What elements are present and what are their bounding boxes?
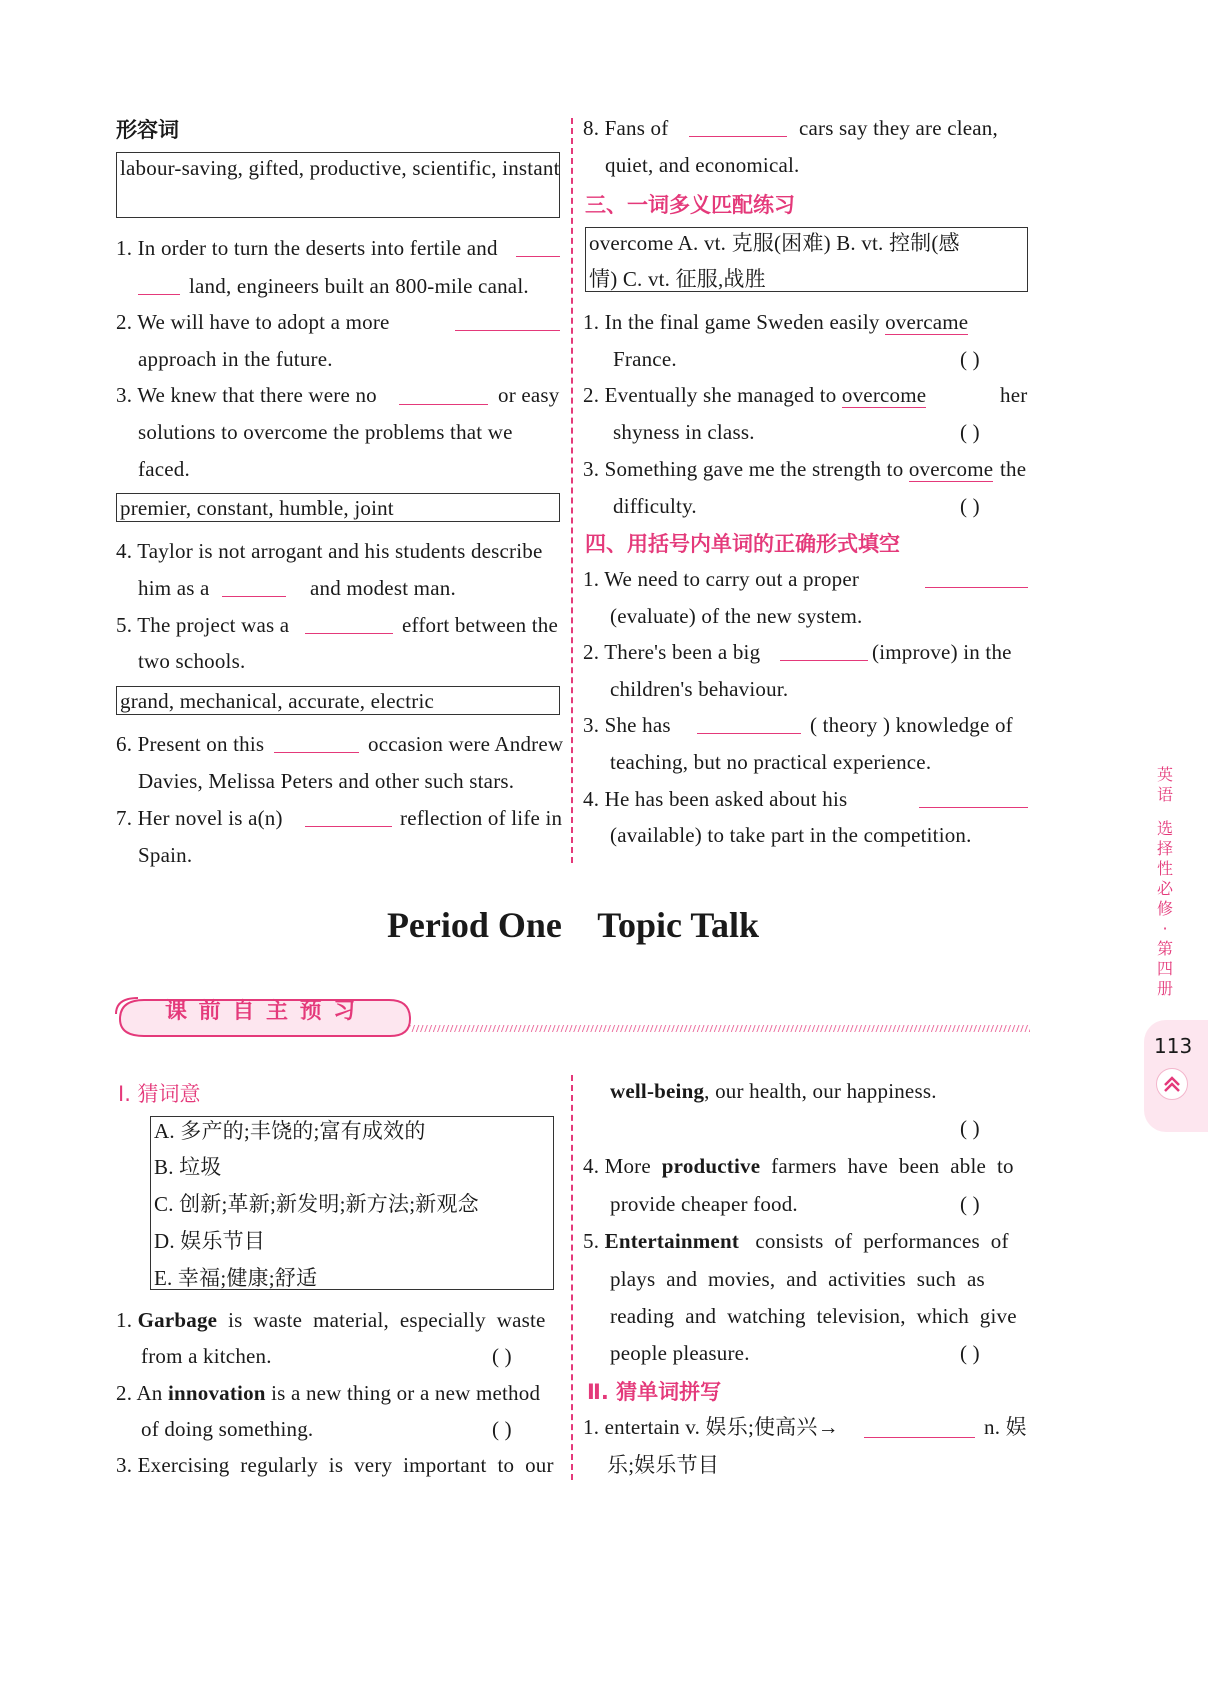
q1-line1: 1. In order to turn the deserts into fertile and — [116, 236, 498, 260]
g1-keyword: Garbage — [137, 1308, 218, 1332]
q2-line2: approach in the future. — [138, 347, 333, 371]
q5-blank[interactable] — [305, 633, 393, 634]
page-number: 113 — [1154, 1034, 1193, 1058]
section-four-title: 四、用括号内单词的正确形式填空 — [585, 532, 900, 556]
m3-line1: 3. Something gave me the strength to overcome — [583, 457, 994, 481]
word-box-3-text: grand, mechanical, accurate, electric — [120, 689, 435, 713]
q6-line1a: 6. Present on this — [116, 732, 265, 756]
q7-line2: Spain. — [138, 843, 193, 867]
word-box-2-text: premier, constant, humble, joint — [120, 496, 394, 520]
option-c: C. 创新;革新;新发明;新方法;新观念 — [154, 1192, 479, 1216]
m1-answer-bracket[interactable]: ( ) — [960, 347, 980, 371]
q1-line2: land, engineers built an 800-mile canal. — [189, 274, 529, 298]
m1-line2: France. — [613, 347, 677, 371]
period-title: Period One Topic Talk — [386, 905, 760, 945]
q5-line2: two schools. — [138, 649, 246, 673]
m2-line1-end: her — [1000, 383, 1028, 407]
f3-line1a: 3. She has — [583, 713, 671, 737]
q3-blank[interactable] — [399, 404, 488, 405]
g3-line1: 3. Exercising regularly is very important to our — [116, 1453, 554, 1477]
m3-line2: difficulty. — [613, 494, 697, 518]
g5-line3: reading and watching television, which give — [610, 1304, 1017, 1328]
f3-blank[interactable] — [697, 733, 801, 734]
g5-line2: plays and movies, and activities such as — [610, 1267, 985, 1291]
m3-target-word: overcome — [908, 457, 994, 481]
q2-blank[interactable] — [455, 330, 560, 331]
m2-target-word: overcome — [841, 383, 927, 407]
section-three-title: 三、一词多义匹配练习 — [585, 193, 795, 217]
s1-blank[interactable] — [864, 1437, 975, 1438]
s1-line1a: 1. entertain v. 娱乐;使高兴→ — [583, 1415, 839, 1439]
f2-line2: children's behaviour. — [610, 677, 789, 701]
q4-line1: 4. Taylor is not arrogant and his students describe — [116, 539, 543, 563]
side-book-label: 英 语 选 择 性 必 修 · 第 四 册 — [1156, 765, 1173, 998]
f3-line2: teaching, but no practical experience. — [610, 750, 932, 774]
s1-line2: 乐;娱乐节目 — [607, 1453, 720, 1477]
q3-line2: solutions to overcome the problems that we — [138, 420, 513, 444]
f1-blank[interactable] — [925, 587, 1028, 588]
m3-line1-end: the — [1000, 457, 1027, 481]
g4-line2: provide cheaper food. — [610, 1192, 798, 1216]
q1-blank-a[interactable] — [516, 256, 560, 257]
q6-line2: Davies, Melissa Peters and other such stars. — [138, 769, 515, 793]
q8-line1a: 8. Fans of — [583, 116, 669, 140]
q1-blank-b[interactable] — [138, 294, 180, 295]
f2-line1a: 2. There's been a big — [583, 640, 761, 664]
q4-line2a: him as a — [138, 576, 210, 600]
m2-answer-bracket[interactable]: ( ) — [960, 420, 980, 444]
q7-line1a: 7. Her novel is a(n) — [116, 806, 283, 830]
g4-answer-bracket[interactable]: ( ) — [960, 1192, 980, 1216]
q2-line1: 2. We will have to adopt a more — [116, 310, 390, 334]
g1-answer-bracket[interactable]: ( ) — [492, 1344, 512, 1368]
g5-keyword: Entertainment — [604, 1229, 740, 1253]
s1-line1b: n. 娱 — [984, 1415, 1027, 1439]
g3-answer-bracket[interactable]: ( ) — [960, 1116, 980, 1140]
f2-blank[interactable] — [780, 660, 868, 661]
page-tab — [1144, 1020, 1208, 1132]
q7-line1b: reflection of life in — [400, 806, 563, 830]
q8-line1b: cars say they are clean, — [799, 116, 998, 140]
section-heading-adjectives: 形容词 — [116, 118, 179, 142]
f1-line1: 1. We need to carry out a proper — [583, 567, 860, 591]
m3-answer-bracket[interactable]: ( ) — [960, 494, 980, 518]
q5-line1a: 5. The project was a — [116, 613, 290, 637]
g5-answer-bracket[interactable]: ( ) — [960, 1341, 980, 1365]
f3-line1b: ( theory ) knowledge of — [810, 713, 1013, 737]
f2-line1b: (improve) in the — [872, 640, 1012, 664]
option-d: D. 娱乐节目 — [154, 1229, 266, 1253]
word-box-1-text: labour-saving, gifted, productive, scientific, instant — [120, 156, 560, 180]
g1-line1: 1. Garbage is waste material, especially waste — [116, 1308, 546, 1332]
column-divider-bottom — [571, 1075, 573, 1480]
m2-line2: shyness in class. — [613, 420, 755, 444]
g3-keyword: well-being — [610, 1079, 705, 1103]
q8-blank[interactable] — [689, 136, 787, 137]
option-e: E. 幸福;健康;舒适 — [154, 1266, 318, 1290]
q7-blank[interactable] — [305, 826, 392, 827]
f4-line2: (available) to take part in the competition. — [610, 823, 972, 847]
f1-line2: (evaluate) of the new system. — [610, 604, 863, 628]
section-one-title: Ⅰ. 猜词意 — [118, 1082, 201, 1106]
g5-line1: 5. Entertainment consists of performances of — [583, 1229, 1009, 1253]
g3-line2: well-being, our health, our happiness. — [610, 1079, 937, 1103]
q3-mid: or easy — [498, 383, 560, 407]
option-b: B. 垃圾 — [154, 1155, 222, 1179]
g1-line2: from a kitchen. — [141, 1344, 272, 1368]
q3-line1: 3. We knew that there were no — [116, 383, 377, 407]
f4-blank[interactable] — [919, 807, 1028, 808]
g2-keyword: innovation — [167, 1381, 266, 1405]
column-divider-top — [571, 118, 573, 863]
q4-line2b: and modest man. — [310, 576, 456, 600]
q6-line1b: occasion were Andrew — [368, 732, 564, 756]
q8-line2: quiet, and economical. — [605, 153, 800, 177]
g4-keyword: productive — [661, 1154, 761, 1178]
q5-line1b: effort between the — [402, 613, 558, 637]
option-a: A. 多产的;丰饶的;富有成效的 — [154, 1119, 426, 1143]
g5-line4: people pleasure. — [610, 1341, 750, 1365]
q3-line3: faced. — [138, 457, 190, 481]
g2-answer-bracket[interactable]: ( ) — [492, 1417, 512, 1441]
meaning-box-line1: overcome A. vt. 克服(困难) B. vt. 控制(感 — [589, 231, 960, 255]
section-two-title: Ⅱ. 猜单词拼写 — [587, 1380, 722, 1404]
m1-target-word: overcame — [885, 310, 969, 334]
q4-blank[interactable] — [222, 596, 286, 597]
meaning-box-line2: 情) C. vt. 征服,战胜 — [589, 267, 766, 291]
f4-line1: 4. He has been asked about his — [583, 787, 848, 811]
m2-line1: 2. Eventually she managed to overcome — [583, 383, 927, 407]
section-banner-label: 课 前 自 主 预 习 — [165, 999, 358, 1024]
m1-line1: 1. In the final game Sweden easily overcame — [583, 310, 969, 334]
g2-line1: 2. An innovation is a new thing or a new method — [116, 1381, 541, 1405]
g2-line2: of doing something. — [141, 1417, 314, 1441]
q6-blank[interactable] — [274, 752, 359, 753]
g4-line1: 4. More productive farmers have been able to — [583, 1154, 1014, 1178]
chevron-up-icon[interactable] — [1156, 1068, 1188, 1100]
